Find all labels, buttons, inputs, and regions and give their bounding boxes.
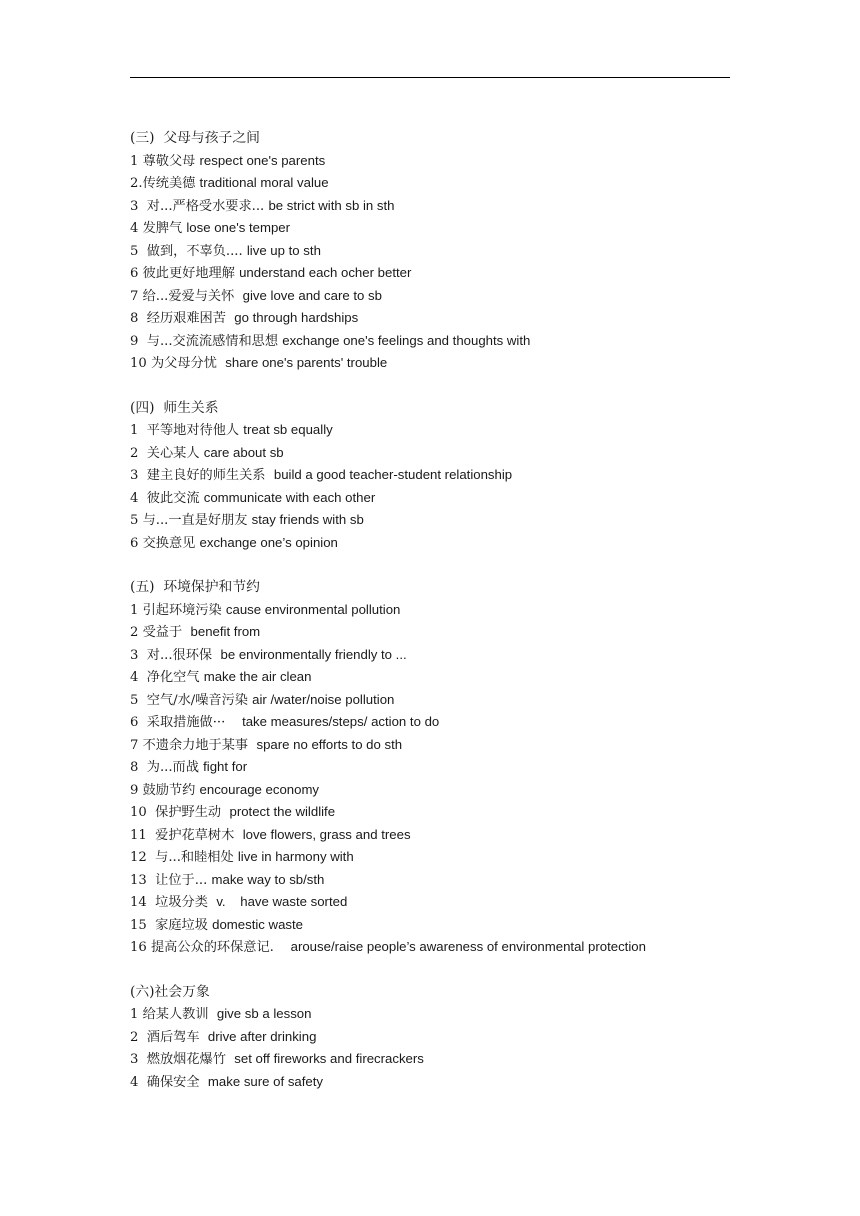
- vocab-section: [130, 127, 770, 375]
- english-phrase: communicate with each other: [203, 489, 376, 505]
- chinese-term: 12 与...和睦相处: [130, 850, 238, 865]
- chinese-term: 3 燃放烟花爆竹: [130, 1052, 235, 1067]
- chinese-term: 2.传统美德: [130, 176, 200, 191]
- section-heading: (六)社会万象: [130, 983, 210, 1000]
- vocab-section: [130, 397, 770, 555]
- english-phrase: air /water/noise pollution: [252, 691, 395, 707]
- vocab-entry: [130, 172, 770, 195]
- chinese-term: 6 采取措施做···: [130, 715, 243, 730]
- vocab-entry: [130, 262, 770, 285]
- vocab-entry: [130, 599, 770, 622]
- english-phrase: give love and care to sb: [242, 287, 382, 303]
- header-rule: [130, 77, 730, 78]
- section-heading: (四) 师生关系: [130, 399, 219, 416]
- vocab-section: [130, 576, 770, 959]
- vocab-entry: [130, 689, 770, 712]
- english-phrase: arouse/raise people’s awareness of environmental protection: [290, 939, 646, 954]
- vocab-entry: [130, 240, 770, 263]
- english-phrase: encourage economy: [199, 781, 320, 797]
- english-phrase: take measures/steps/ action to do: [242, 714, 440, 729]
- chinese-term: 14 垃圾分类: [130, 895, 217, 910]
- chinese-term: 7 给...爱爱与关怀: [130, 288, 243, 304]
- english-phrase: protect the wildlife: [229, 804, 336, 819]
- vocab-entry: [130, 1026, 770, 1049]
- vocab-section: [130, 981, 770, 1094]
- chinese-term: 3 对...很环保: [130, 647, 221, 663]
- chinese-term: 6 彼此更好地理解: [130, 266, 240, 281]
- english-phrase: be strict with sb in sth: [268, 197, 395, 213]
- chinese-term: 1 平等地对待他人: [130, 423, 244, 438]
- chinese-term: 13 让位于...: [130, 872, 212, 888]
- english-phrase: domestic waste: [212, 916, 303, 932]
- english-phrase: love flowers, grass and trees: [242, 826, 411, 842]
- chinese-term: 6 交换意见: [130, 535, 200, 551]
- vocab-entry: [130, 891, 770, 914]
- chinese-term: 8 经历艰难困苦: [130, 311, 235, 326]
- vocab-entry: [130, 666, 770, 689]
- english-phrase: respect one's parents: [199, 152, 326, 168]
- vocab-entry: [130, 442, 770, 465]
- english-phrase: understand each ocher better: [239, 265, 412, 280]
- vocab-entry: [130, 756, 770, 779]
- chinese-term: 5 做到，不辜负....: [130, 243, 247, 259]
- chinese-term: 10 保护野生动: [130, 805, 230, 820]
- chinese-term: 1 给某人教训: [130, 1007, 217, 1022]
- english-phrase: cause environmental pollution: [225, 601, 401, 617]
- vocab-entry: [130, 217, 770, 240]
- english-phrase: benefit from: [190, 624, 261, 639]
- english-phrase: give sb a lesson: [216, 1006, 312, 1021]
- vocab-entry: [130, 509, 770, 532]
- chinese-term: 7 不遗余力地于某事: [130, 737, 257, 753]
- vocab-entry: [130, 824, 770, 847]
- vocab-entry: [130, 419, 770, 442]
- english-phrase: be environmentally friendly to ...: [220, 646, 407, 662]
- vocab-entry: [130, 869, 770, 892]
- section-heading: (三) 父母与孩子之间: [130, 130, 260, 146]
- vocab-entry: [130, 330, 770, 353]
- chinese-term: 5 空气/水/噪音污染: [130, 692, 253, 708]
- english-phrase: live up to sth: [246, 242, 321, 258]
- english-phrase: traditional moral value: [199, 175, 329, 190]
- vocab-entry: [130, 464, 770, 487]
- vocab-entry: [130, 914, 770, 937]
- vocab-entry: [130, 936, 770, 959]
- english-phrase: lose one's temper: [186, 220, 291, 235]
- english-phrase: treat sb equally: [243, 422, 333, 437]
- chinese-term: 3 对...严格受水要求...: [130, 198, 269, 214]
- vocab-entry: [130, 1071, 770, 1094]
- english-phrase: exchange one's feelings and thoughts with: [282, 332, 531, 348]
- vocab-entry: [130, 1048, 770, 1071]
- chinese-term: 1 尊敬父母: [130, 153, 200, 169]
- english-phrase: live in harmony with: [237, 849, 354, 864]
- chinese-term: 4 确保安全: [130, 1074, 208, 1090]
- vocab-entry: [130, 285, 770, 308]
- chinese-term: 1 引起环境污染: [130, 602, 226, 618]
- chinese-term: 9 与...交流流感情和思想: [130, 333, 283, 349]
- vocab-entry: [130, 532, 770, 555]
- english-phrase: drive after drinking: [207, 1028, 317, 1044]
- vocab-entry: [130, 1003, 770, 1026]
- section-heading: (五) 环境保护和节约: [130, 579, 260, 595]
- chinese-term: 16 提高公众的环保意记.: [130, 940, 291, 955]
- chinese-term: 4 彼此交流: [130, 490, 204, 506]
- english-phrase: care about sb: [203, 444, 284, 460]
- vocab-entry: [130, 487, 770, 510]
- chinese-term: 11 爱护花草树木: [130, 827, 243, 843]
- chinese-term: 2 受益于: [130, 625, 191, 640]
- vocab-entry: [130, 846, 770, 869]
- chinese-term: 9 鼓励节约: [130, 782, 200, 798]
- vocab-entry: [130, 779, 770, 802]
- vocab-entry: [130, 195, 770, 218]
- english-phrase: build a good teacher-student relationship: [273, 467, 513, 482]
- vocab-entry: [130, 621, 770, 644]
- vocab-entry: [130, 801, 770, 824]
- vocab-entry: [130, 734, 770, 757]
- chinese-term: 15 家庭垃圾: [130, 917, 213, 933]
- vocab-entry: [130, 711, 770, 734]
- english-phrase: go through hardships: [234, 310, 359, 325]
- chinese-term: 4 净化空气: [130, 670, 204, 685]
- chinese-term: 3 建主良好的师生关系: [130, 468, 274, 483]
- document-body: [130, 127, 770, 1115]
- chinese-term: 8 为...而战: [130, 760, 204, 775]
- english-phrase: exchange one’s opinion: [199, 534, 338, 550]
- chinese-term: 2 关心某人: [130, 445, 204, 461]
- vocab-entry: [130, 644, 770, 667]
- vocab-entry: [130, 352, 770, 375]
- chinese-term: 2 酒后驾车: [130, 1029, 208, 1045]
- english-phrase: make way to sb/sth: [211, 871, 325, 887]
- english-phrase: stay friends with sb: [251, 512, 364, 527]
- chinese-term: 4 发脾气: [130, 221, 187, 236]
- vocab-entry: [130, 307, 770, 330]
- english-phrase: v. have waste sorted: [216, 894, 348, 909]
- english-phrase: fight for: [203, 759, 248, 774]
- english-phrase: share one's parents' trouble: [225, 355, 388, 370]
- chinese-term: 10 为父母分忧: [130, 356, 226, 371]
- english-phrase: make sure of safety: [207, 1073, 323, 1089]
- english-phrase: spare no efforts to do sth: [256, 736, 403, 752]
- vocab-entry: [130, 150, 770, 173]
- english-phrase: set off fireworks and firecrackers: [234, 1051, 424, 1066]
- english-phrase: make the air clean: [203, 669, 312, 684]
- chinese-term: 5 与...一直是好朋友: [130, 513, 252, 528]
